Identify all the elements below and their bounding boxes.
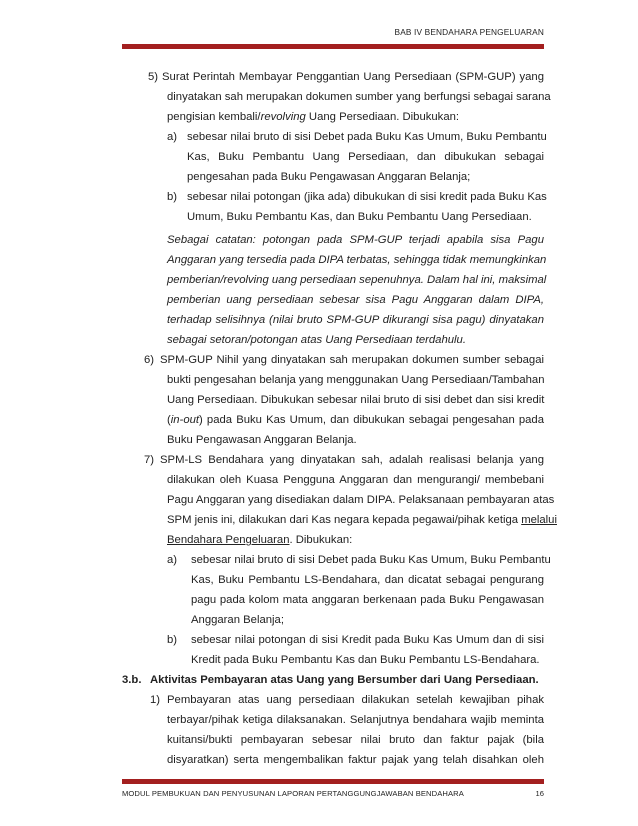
paragraph-line: Pembayaran atas uang persediaan dilakukan setelah kewajiban pihak [167, 694, 544, 706]
subitem-label: b) [167, 191, 178, 203]
item-number: 5) [148, 71, 159, 83]
paragraph-line: pagu pada kolom mata anggaran berkenaan pada Buku Pengawasan [191, 594, 544, 606]
paragraph-line: bukti pengesahan belanja yang menggunakan Uang Persediaan/Tambahan [167, 374, 545, 386]
paragraph-line: Bendahara Pengeluaran. Dibukukan: [167, 534, 353, 546]
paragraph-line: Kas, Buku Pembantu LS-Bendahara, dan dicatat sebagai pengurang [191, 574, 544, 586]
paragraph-line: (in-out) pada Buku Kas Umum, dan dibukukan sebagai pengesahan pada [167, 414, 544, 426]
note-line: sebagai setoran/potongan atas Uang Persediaan terdahulu. [167, 334, 466, 346]
item-number: 7) [144, 454, 155, 466]
paragraph-line: terbayar/pihak ketiga dilaksanakan. Selanjutnya bendahara wajib meminta [167, 714, 544, 726]
paragraph-line: dinyatakan sah merupakan dokumen sumber yang berfungsi sebagai sarana [167, 91, 551, 103]
paragraph-line: sebesar nilai bruto di sisi Debet pada Buku Kas Umum, Buku Pembantu [187, 131, 547, 143]
paragraph-line: Uang Persediaan. Dibukukan sebesar nilai bruto di sisi debet dan sisi kredit [167, 394, 545, 406]
subitem-label: b) [167, 634, 178, 646]
subitem-label: a) [167, 554, 178, 566]
paragraph-line: kuitansi/bukti pembayaran sebesar nilai bruto dan faktur pajak (bila [167, 734, 544, 746]
section-number: 3.b. [122, 674, 142, 686]
paragraph-line: disyaratkan) serta mengembalikan faktur pajak yang telah disahkan oleh [167, 754, 544, 766]
note-line: Sebagai catatan: potongan pada SPM-GUP terjadi apabila sisa Pagu [167, 234, 544, 246]
paragraph-line: pengisian kembali/revolving Uang Persediaan. Dibukukan: [167, 111, 460, 123]
page-number: 16 [535, 789, 544, 798]
paragraph-line: Surat Perintah Membayar Penggantian Uang Persediaan (SPM-GUP) yang [162, 71, 544, 83]
footer-rule [122, 779, 544, 784]
running-header: BAB IV BENDAHARA PENGELUARAN [394, 27, 544, 37]
paragraph-line: Umum, Buku Pembantu Kas, dan Buku Pembantu Uang Persediaan. [187, 211, 532, 223]
paragraph-line: sebesar nilai bruto di sisi Debet pada Buku Kas Umum, Buku Pembantu [191, 554, 551, 566]
paragraph-line: Pagu Anggaran yang disediakan dalam DIPA. Pelaksanaan pembayaran atas [167, 494, 555, 506]
paragraph-line: SPM-GUP Nihil yang dinyatakan sah merupakan dokumen sumber sebagai [160, 354, 544, 366]
paragraph-line: Anggaran Belanja; [191, 614, 284, 626]
note-line: terhadap selisihnya (nilai bruto SPM-GUP dikurangi sisa pagu) dinyatakan [167, 314, 544, 326]
note-line: Anggaran yang tersedia pada DIPA terbatas, sehingga tidak memungkinkan [167, 254, 547, 266]
item-number: 6) [144, 354, 155, 366]
paragraph-line: Kas, Buku Pembantu Uang Persediaan, dan dibukukan sebagai [187, 151, 544, 163]
running-footer: MODUL PEMBUKUAN DAN PENYUSUNAN LAPORAN PERTANGGUNGJAWABAN BENDAHARA [122, 789, 464, 798]
paragraph-line: Buku Pengawasan Anggaran Belanja. [167, 434, 357, 446]
paragraph-line: dilakukan oleh Kuasa Pengguna Anggaran dan mengurangi/ membebani [167, 474, 544, 486]
header-rule [122, 44, 544, 49]
note-line: pemberian uang persediaan sebesar sisa Pagu Anggaran dalam DIPA, [167, 294, 544, 306]
paragraph-line: Kredit pada Buku Pembantu Kas dan Buku Pembantu LS-Bendahara. [191, 654, 540, 666]
paragraph-line: SPM jenis ini, dilakukan dari Kas negara kepada pegawai/pihak ketiga melalui [167, 514, 557, 526]
paragraph-line: pengesahan pada Buku Pengawasan Anggaran Belanja; [187, 171, 471, 183]
note-line: pemberian/revolving uang persediaan sepenuhnya. Dalam hal ini, maksimal [167, 274, 547, 286]
section-title: Aktivitas Pembayaran atas Uang yang Bersumber dari Uang Persediaan. [150, 674, 539, 686]
item-number: 1) [150, 694, 161, 706]
paragraph-line: SPM-LS Bendahara yang dinyatakan sah, adalah realisasi belanja yang [160, 454, 544, 466]
paragraph-line: sebesar nilai potongan di sisi Kredit pada Buku Kas Umum dan di sisi [191, 634, 544, 646]
paragraph-line: sebesar nilai potongan (jika ada) dibukukan di sisi kredit pada Buku Kas [187, 191, 547, 203]
subitem-label: a) [167, 131, 178, 143]
